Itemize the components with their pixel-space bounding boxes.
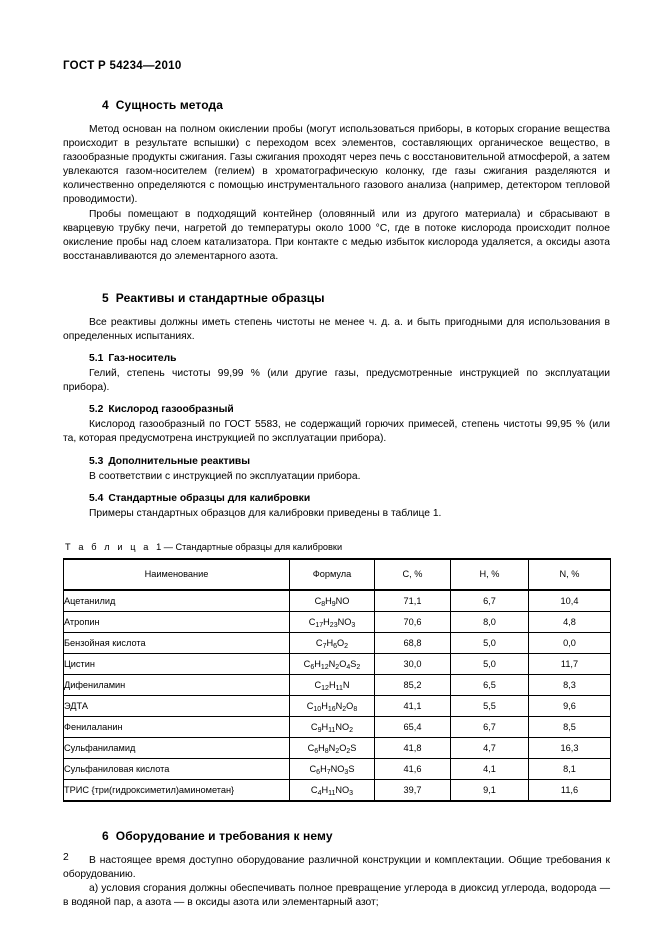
spacer <box>63 344 610 353</box>
cell-n-percent: 8,5 <box>529 716 611 737</box>
table-caption-title: Стандартные образцы для калибровки <box>175 541 343 552</box>
document-body <box>63 98 610 910</box>
table-row <box>64 632 611 653</box>
subsection-5-1-paragraph: Гелий, степень чистоты 99,99 % (или другие газы, предусмотренные инструкцией по эксплуатации прибора). <box>63 368 610 394</box>
section-number-5: 5 <box>102 290 109 305</box>
table-caption-number: 1 <box>156 541 162 552</box>
subsection-number-5-4: 5.4 <box>89 492 104 504</box>
standard-number-header: ГОСТ Р 54234—2010 <box>63 60 182 72</box>
cell-c-percent: 68,8 <box>375 632 451 653</box>
section-heading-6 <box>63 829 610 843</box>
table-row <box>64 779 611 801</box>
cell-n-percent: 10,4 <box>529 590 611 612</box>
table-row <box>64 716 611 737</box>
spacer <box>63 264 610 291</box>
section-6-paragraph-1: В настоящее время доступно оборудование различной конструкции и комплектации. Общие требования к оборудованию. <box>63 854 610 880</box>
cell-formula: $C_6H_{12}N_2O_4S_2$ <box>290 653 375 674</box>
cell-sample-name: Фенилаланин <box>64 716 290 737</box>
section-number-6: 6 <box>102 828 109 843</box>
subsection-title-5-3: Дополнительные реактивы <box>108 455 251 467</box>
cell-formula: $C_{10}H_{16}N_2O_8$ <box>290 695 375 716</box>
cell-h-percent: 4,1 <box>451 758 529 779</box>
cell-formula: $C_9H_{11}NO_2$ <box>290 716 375 737</box>
spacer <box>63 802 610 829</box>
cell-h-percent: 5,0 <box>451 653 529 674</box>
column-header-hydrogen: H, % <box>451 559 529 590</box>
cell-n-percent: 11,7 <box>529 653 611 674</box>
section-title-6: Оборудование и требования к нему <box>115 828 333 843</box>
subsection-heading-5-2 <box>63 404 610 415</box>
cell-sample-name: Сульфаниловая кислота <box>64 758 290 779</box>
section-6-paragraph-2: а) условия сгорания должны обеспечивать полное превращение углерода в диоксид углерода, водорода — в водяной пар, а азота — в оксиды азота или элементарный азот; <box>63 882 610 908</box>
cell-c-percent: 41,1 <box>375 695 451 716</box>
cell-n-percent: 8,1 <box>529 758 611 779</box>
cell-formula: $C_4H_{11}NO_3$ <box>290 779 375 801</box>
cell-n-percent: 16,3 <box>529 737 611 758</box>
cell-h-percent: 6,7 <box>451 716 529 737</box>
cell-formula: $C_6H_7NO_3S$ <box>290 758 375 779</box>
table-header <box>64 559 611 590</box>
cell-sample-name: Атропин <box>64 611 290 632</box>
cell-sample-name: ТРИС {три(гидроксиметил)аминометан} <box>64 779 290 801</box>
table-caption-label: Т а б л и ц а <box>65 541 151 552</box>
cell-sample-name: Дифениламин <box>64 674 290 695</box>
spacer <box>63 447 610 456</box>
section-heading-4 <box>63 98 610 112</box>
subsection-number-5-1: 5.1 <box>89 353 104 365</box>
table-body <box>64 590 611 801</box>
cell-c-percent: 30,0 <box>375 653 451 674</box>
table-row <box>64 611 611 632</box>
standard-samples-table <box>63 558 611 802</box>
cell-sample-name: Сульфаниламид <box>64 737 290 758</box>
subsection-number-5-2: 5.2 <box>89 404 104 416</box>
subsection-title-5-4: Стандартные образцы для калибровки <box>108 492 311 504</box>
subsection-5-3-paragraph: В соответствии с инструкцией по эксплуатации прибора. <box>89 470 361 482</box>
subsection-5-4-paragraph: Примеры стандартных образцов для калибровки приведены в таблице 1. <box>89 507 442 519</box>
subsection-number-5-3: 5.3 <box>89 455 104 467</box>
cell-n-percent: 0,0 <box>529 632 611 653</box>
column-header-carbon: C, % <box>375 559 451 590</box>
table-caption-dash: — <box>163 541 173 552</box>
cell-c-percent: 65,4 <box>375 716 451 737</box>
section-5-paragraph-1: Все реактивы должны иметь степень чистоты не менее ч. д. а. и быть пригодными для использования в определенных испытаниях. <box>63 316 610 343</box>
section-title-4: Сущность метода <box>115 98 224 112</box>
table-row <box>64 590 611 612</box>
spacer <box>63 521 610 542</box>
cell-n-percent: 11,6 <box>529 779 611 801</box>
cell-h-percent: 4,7 <box>451 737 529 758</box>
subsection-heading-5-3 <box>63 456 610 467</box>
subsection-title-5-1: Газ-носитель <box>108 353 177 365</box>
table-caption <box>65 542 610 552</box>
cell-c-percent: 39,7 <box>375 779 451 801</box>
cell-sample-name: Ацетанилид <box>64 590 290 612</box>
page-number: 2 <box>63 852 69 863</box>
column-header-name: Наименование <box>64 559 290 590</box>
table-row <box>64 695 611 716</box>
cell-formula: $C_7H_6O_2$ <box>290 632 375 653</box>
cell-h-percent: 5,0 <box>451 632 529 653</box>
section-number-4: 4 <box>102 98 109 112</box>
column-header-formula: Формула <box>290 559 375 590</box>
cell-sample-name: Цистин <box>64 653 290 674</box>
table-row <box>64 653 611 674</box>
cell-h-percent: 5,5 <box>451 695 529 716</box>
cell-h-percent: 6,7 <box>451 590 529 612</box>
cell-formula: $C_6H_8N_2O_2S$ <box>290 737 375 758</box>
subsection-heading-5-1 <box>63 353 610 364</box>
subsection-5-2-paragraph: Кислород газообразный по ГОСТ 5583, не содержащий горючих примесей, степень чистоты 99,95 % (или та, которая предусмотрена инструкцией по эксплуатации прибора). <box>63 419 610 445</box>
section-4-paragraph-2: Пробы помещают в подходящий контейнер (оловянный или из другого материала) и сбрасывают в кварцевую трубку печи, нагретой до температуры около 1000 °С, где в потоке кислорода происходит полное окисление пробы над слоем катализатора. При контакте с медью избыток кислорода удаляется, а оксиды азота восстанавливаются до элементарного азота. <box>63 208 610 262</box>
cell-c-percent: 71,1 <box>375 590 451 612</box>
section-title-5: Реактивы и стандартные образцы <box>115 290 325 305</box>
cell-formula: $C_{12}H_{11}N$ <box>290 674 375 695</box>
table-row <box>64 737 611 758</box>
subsection-title-5-2: Кислород газообразный <box>108 404 234 416</box>
subsection-heading-5-4 <box>63 493 610 504</box>
cell-formula: $C_{17}H_{23}NO_3$ <box>290 611 375 632</box>
cell-n-percent: 8,3 <box>529 674 611 695</box>
cell-c-percent: 41,6 <box>375 758 451 779</box>
spacer <box>63 484 610 493</box>
cell-h-percent: 6,5 <box>451 674 529 695</box>
column-header-nitrogen: N, % <box>529 559 611 590</box>
table-header-row <box>64 559 611 590</box>
spacer <box>63 395 610 404</box>
cell-n-percent: 4,8 <box>529 611 611 632</box>
section-4-paragraph-1: Метод основан на полном окислении пробы (могут использоваться приборы, в которых сгорание вещества происходит в результате вспышки) с переходом всех элементов, составляющих органическое вещество, в газообразные продукты сжигания. Газы сжигания проходят через печь с восстановительной атмосферой, а затем увлекаются газом-носителем (гелием) в хроматографическую колонку, где газы сжигания разделяются и количественно определяются с помощью инструментального газового анализа (например, детектором тепловой проводимости). <box>63 124 610 206</box>
table-row <box>64 758 611 779</box>
cell-h-percent: 9,1 <box>451 779 529 801</box>
cell-sample-name: Бензойная кислота <box>64 632 290 653</box>
cell-sample-name: ЭДТА <box>64 695 290 716</box>
cell-c-percent: 85,2 <box>375 674 451 695</box>
cell-h-percent: 8,0 <box>451 611 529 632</box>
cell-c-percent: 41,8 <box>375 737 451 758</box>
cell-c-percent: 70,6 <box>375 611 451 632</box>
cell-formula: $C_8H_9NO$ <box>290 590 375 612</box>
cell-n-percent: 9,6 <box>529 695 611 716</box>
table-row <box>64 674 611 695</box>
section-heading-5 <box>63 291 610 305</box>
